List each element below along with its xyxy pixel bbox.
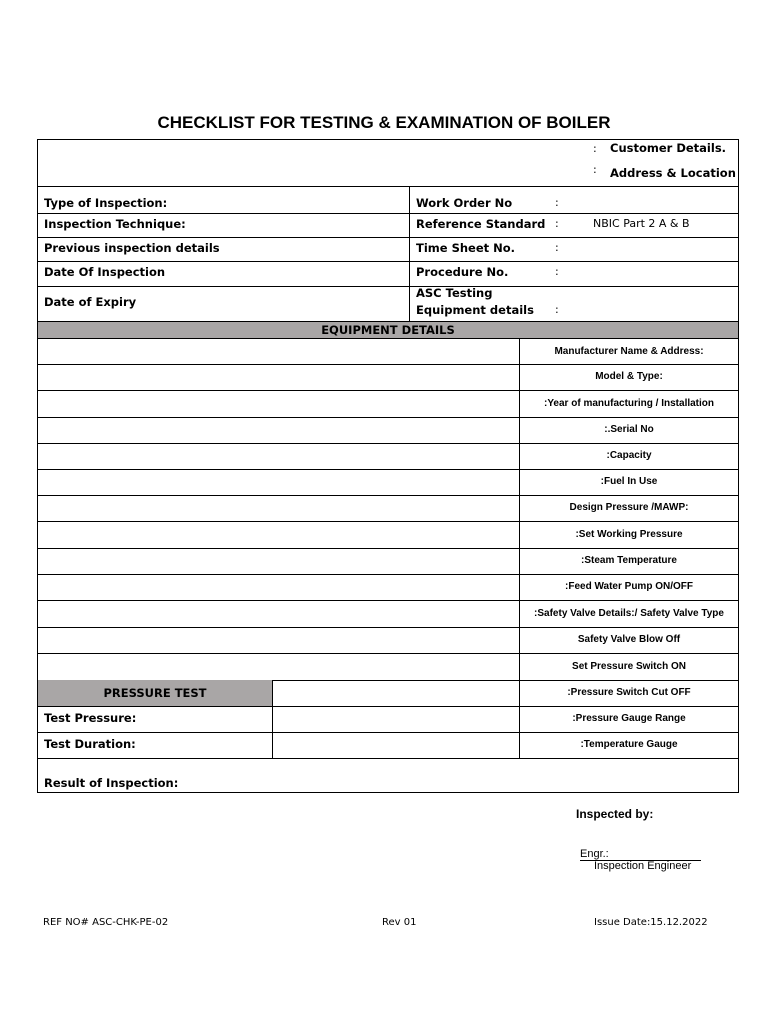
equipment-value-cell bbox=[38, 417, 519, 443]
equipment-field-label: Safety Valve Blow Off bbox=[577, 634, 681, 645]
reference-standard-label: Reference Standard bbox=[416, 217, 546, 231]
footer-ref-no: REF NO# ASC-CHK-PE-02 bbox=[43, 917, 169, 928]
asc-testing-colon: : bbox=[555, 303, 559, 316]
time-sheet-label: Time Sheet No. bbox=[416, 241, 516, 255]
equipment-details-header bbox=[38, 322, 738, 339]
equipment-value-cell bbox=[38, 653, 519, 680]
equipment-field-label: :.Serial No bbox=[604, 424, 654, 435]
equipment-value-cell bbox=[38, 339, 519, 364]
equipment-field-label: :Fuel In Use bbox=[600, 476, 658, 487]
equipment-field-label: Set Pressure Switch ON bbox=[572, 661, 686, 672]
divider bbox=[38, 186, 738, 187]
equipment-value-cell bbox=[38, 627, 519, 653]
pressure-test-title: PRESSURE TEST bbox=[103, 686, 207, 700]
work-order-label: Work Order No bbox=[416, 196, 513, 210]
equipment-value-cell bbox=[38, 443, 519, 469]
work-order-colon: : bbox=[555, 196, 559, 209]
divider bbox=[38, 213, 738, 214]
procedure-no-colon: : bbox=[555, 265, 559, 278]
equipment-value-cell bbox=[38, 364, 519, 390]
equipment-value-cell bbox=[38, 390, 519, 417]
asc-equipment-details-label: Equipment details bbox=[416, 303, 534, 317]
asc-testing-label: ASC Testing bbox=[416, 286, 493, 300]
equipment-value-cell bbox=[38, 600, 519, 627]
pressure-test-header bbox=[38, 680, 272, 706]
result-of-inspection-label: Result of Inspection: bbox=[44, 776, 179, 790]
test-pressure-label: Test Pressure: bbox=[44, 711, 137, 725]
procedure-no-label: Procedure No. bbox=[416, 265, 509, 279]
equipment-field-label: Manufacturer Name & Address: bbox=[554, 346, 704, 357]
equipment-field-label: :Feed Water Pump ON/OFF bbox=[565, 581, 693, 592]
equipment-field-label: Model & Type: bbox=[595, 371, 663, 382]
customer-colon: : bbox=[593, 142, 597, 155]
equipment-value-cell bbox=[38, 574, 519, 600]
address-colon: : bbox=[593, 163, 597, 176]
equipment-field-label: :Pressure Gauge Range bbox=[572, 713, 686, 724]
date-of-inspection-label: Date Of Inspection bbox=[44, 265, 166, 279]
previous-inspection-label: Previous inspection details bbox=[44, 241, 220, 255]
equipment-field-label: :Year of manufacturing / Installation bbox=[543, 398, 715, 409]
equipment-field-label: :Set Working Pressure bbox=[575, 529, 683, 540]
inspection-engineer-label: Inspection Engineer bbox=[594, 860, 692, 872]
equipment-field-label: :Steam Temperature bbox=[581, 555, 677, 566]
equipment-field-label: :Safety Valve Details:/ Safety Valve Type bbox=[534, 608, 724, 619]
equipment-field-label: :Capacity bbox=[606, 450, 652, 461]
divider bbox=[409, 186, 410, 321]
type-of-inspection-label: Type of Inspection: bbox=[44, 196, 168, 210]
row-divider bbox=[38, 758, 738, 759]
engr-label: Engr.: bbox=[580, 848, 609, 860]
equipment-value-cell bbox=[38, 548, 519, 574]
divider bbox=[38, 286, 738, 287]
equipment-value-cell bbox=[38, 469, 519, 495]
equipment-value-cell bbox=[38, 495, 519, 521]
divider bbox=[38, 261, 738, 262]
divider bbox=[272, 680, 273, 758]
inspected-by-label: Inspected by: bbox=[576, 807, 654, 821]
checklist-table bbox=[37, 139, 739, 793]
customer-details-label: Customer Details. bbox=[610, 141, 727, 155]
inspection-technique-label: Inspection Technique: bbox=[44, 217, 186, 231]
test-duration-label: Test Duration: bbox=[44, 737, 136, 751]
footer-revision: Rev 01 bbox=[382, 917, 417, 928]
time-sheet-colon: : bbox=[555, 241, 559, 254]
reference-standard-value: NBIC Part 2 A & B bbox=[593, 217, 690, 230]
equipment-field-label: Design Pressure /MAWP: bbox=[569, 502, 689, 513]
equipment-details-title: EQUIPMENT DETAILS bbox=[321, 323, 455, 337]
equipment-field-label: :Temperature Gauge bbox=[580, 739, 678, 750]
divider bbox=[38, 237, 738, 238]
document-title: CHECKLIST FOR TESTING & EXAMINATION OF BOILER bbox=[157, 113, 611, 132]
date-of-expiry-label: Date of Expiry bbox=[44, 295, 137, 309]
footer-issue-date: Issue Date:15.12.2022 bbox=[594, 917, 708, 928]
address-location-label: Address & Location bbox=[610, 166, 736, 180]
equipment-value-cell bbox=[38, 521, 519, 548]
equipment-field-label: :Pressure Switch Cut OFF bbox=[567, 687, 691, 698]
reference-standard-colon: : bbox=[555, 217, 559, 230]
